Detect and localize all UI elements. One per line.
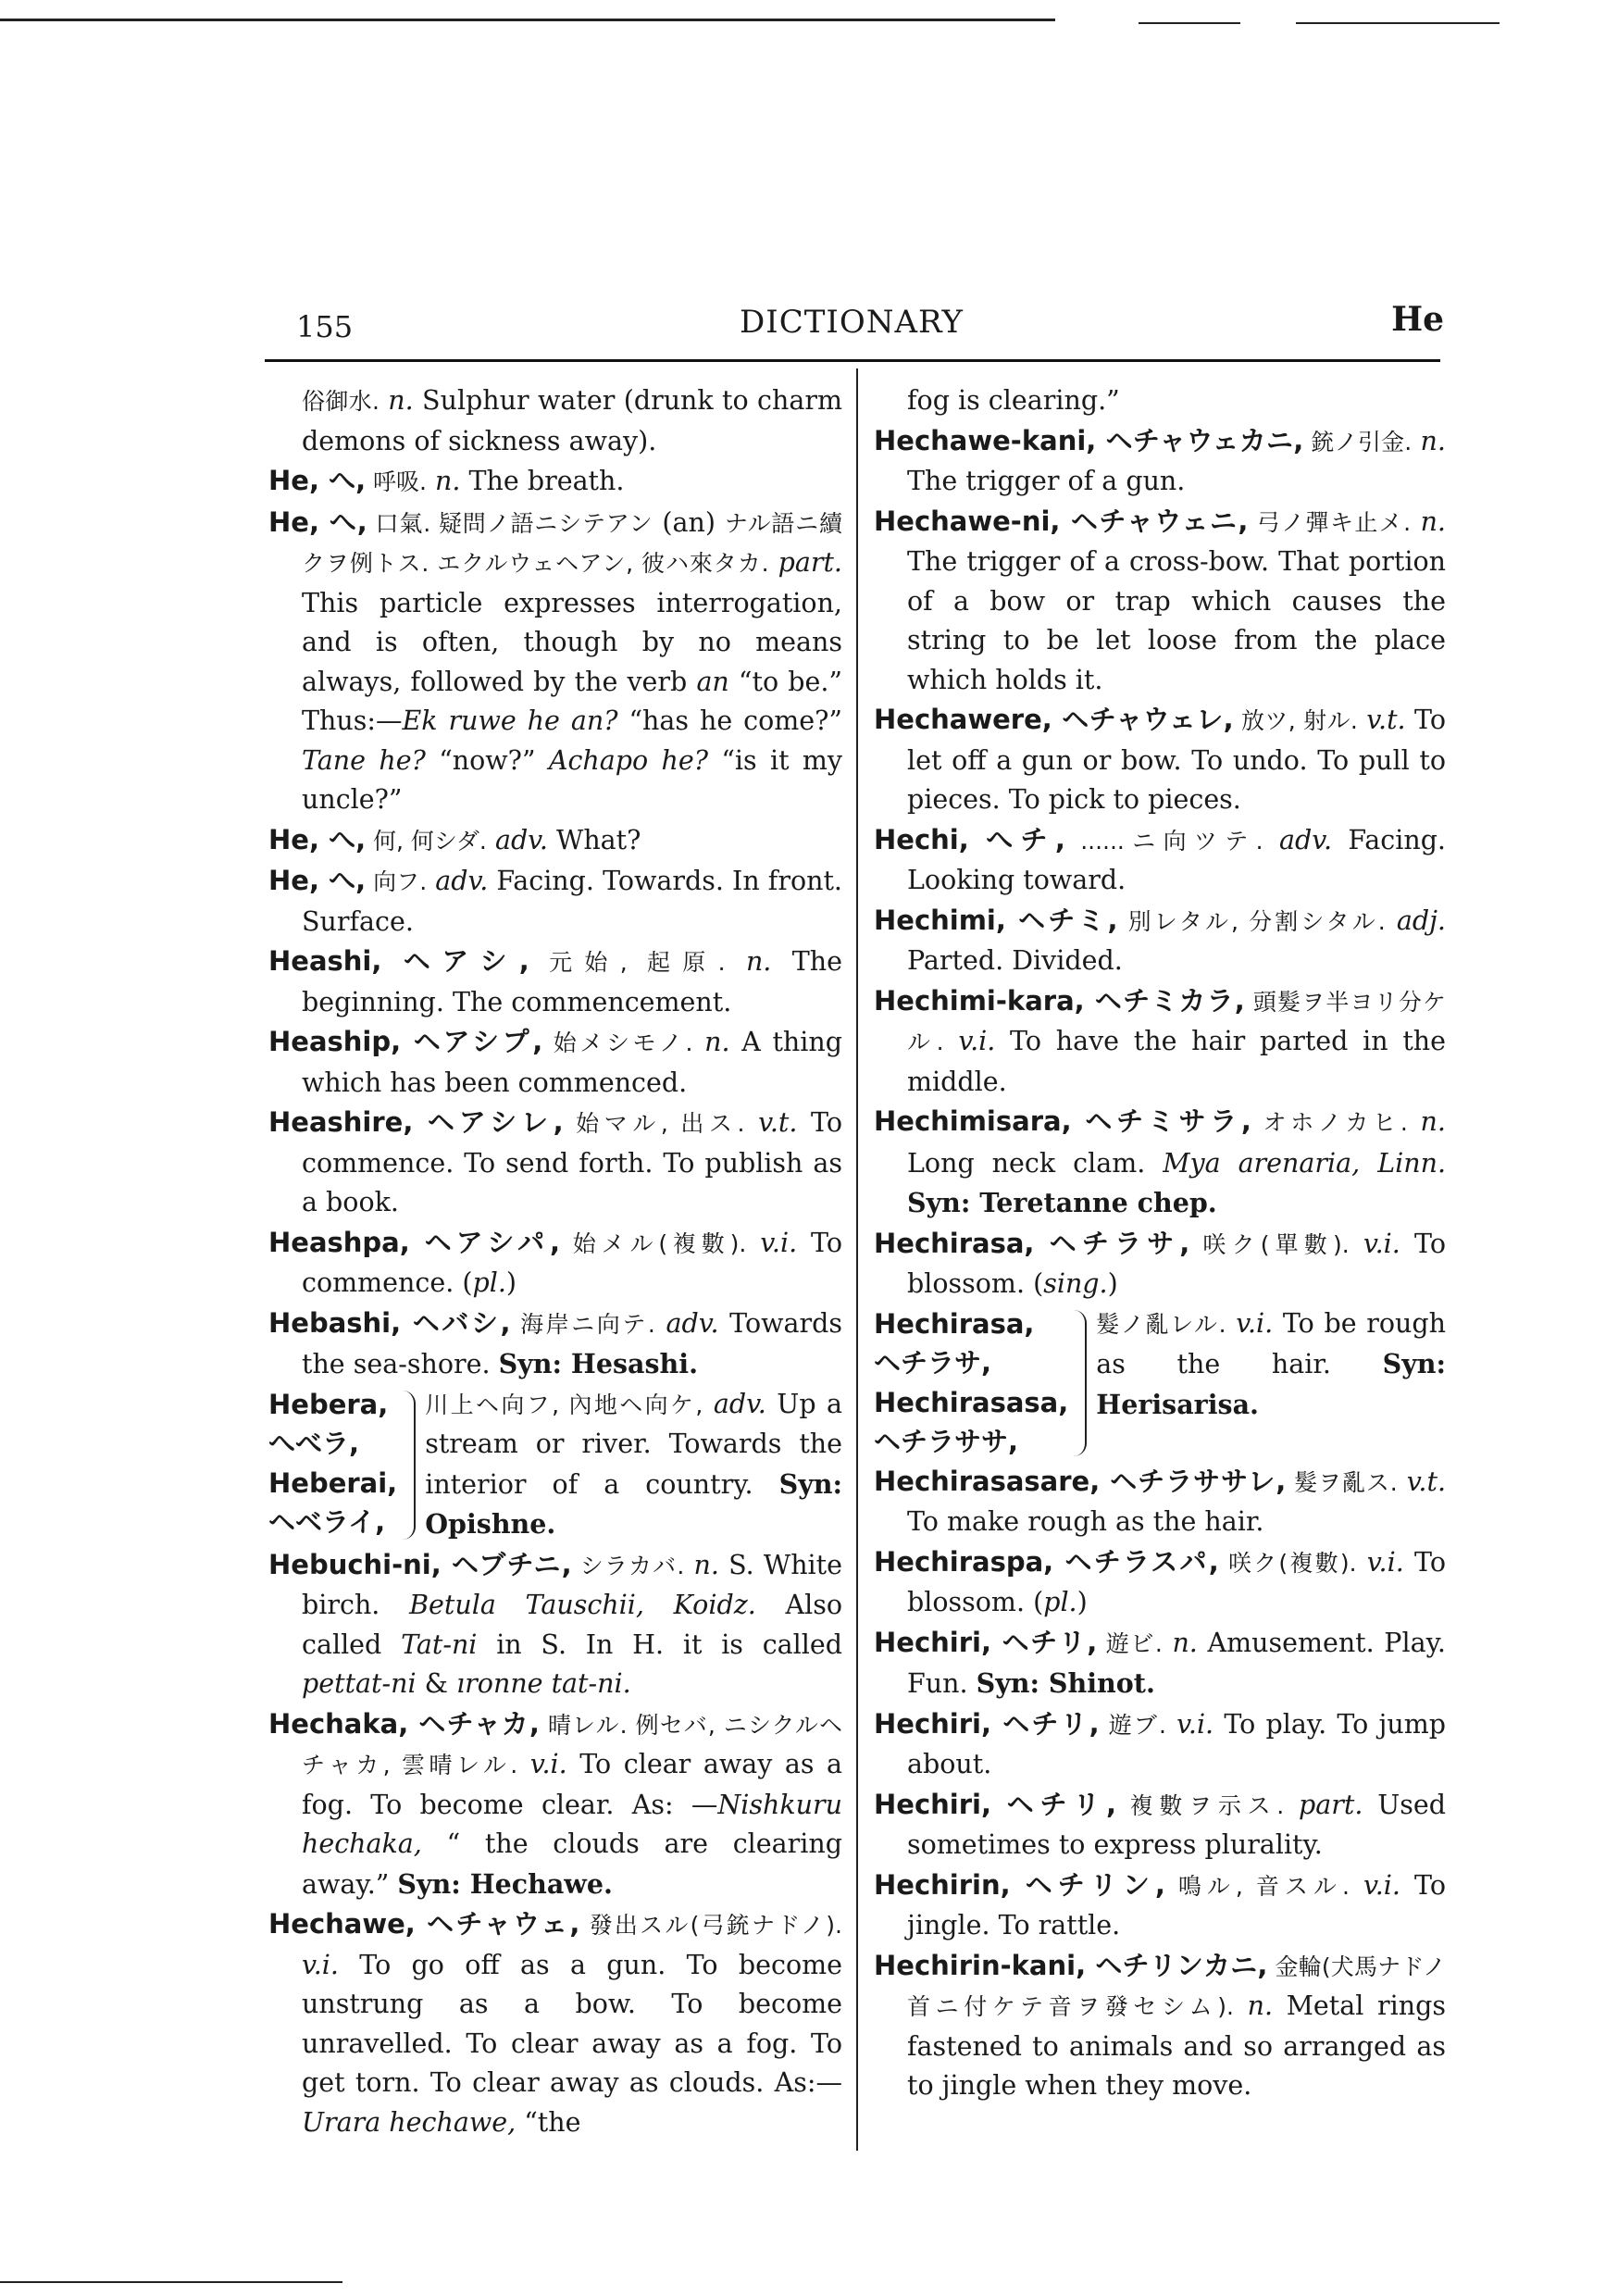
guide-word: He: [1391, 300, 1444, 339]
headword: Hechirin,: [874, 1868, 1026, 1901]
headword: Hechaka,: [268, 1707, 419, 1740]
dictionary-entry: Hechiri, ヘチリ, 遊ビ. n. Amusement. Play. Fun. Syn: Shinot.: [874, 1626, 1446, 1699]
dictionary-entry: Hechirin, ヘチリン, 鳴ル, 音スル. v.i. To jingle. To rattle.: [874, 1868, 1446, 1940]
headword: Hechimisara,: [874, 1105, 1086, 1137]
dictionary-entry: Hebuchi-ni, ヘブチニ, シラカバ. n. S. White birch. Betula Tauschii, Koidz. Also called Tat-ni in S. In H. it is called pettat-ni & ıronne tat-ni.: [268, 1548, 842, 1699]
headword: Hechimi-kara,: [874, 984, 1095, 1017]
dictionary-entry: Heaship, ヘアシプ, 始メシモノ. n. A thing which has been commenced.: [268, 1026, 842, 1098]
headword: He,: [268, 465, 330, 496]
scan-edge-line: [1139, 22, 1240, 24]
dictionary-entry: Hechaka, ヘチャカ, 晴レル. 例セバ, ニシクルヘチャカ, 雲晴レル. v.i. To clear away as a fog. To become clear. As: —Nishkuru hechaka, “ the clouds are clearing away.” Syn: Hechawe.: [268, 1707, 842, 1900]
headword: Hechawe,: [268, 1908, 428, 1940]
headword: Hechawe-kani,: [874, 424, 1106, 456]
dictionary-entry-group: Hechirasa, ヘチラサ, Hechirasasa, ヘチラササ, 髮ノ亂レル. v.i. To be rough as the hair. Syn: Herisarisa.: [874, 1304, 1446, 1462]
dictionary-entry: He, へ, 向フ. adv. Facing. Towards. In front. Surface.: [268, 865, 842, 937]
page-header: [259, 294, 1444, 350]
dictionary-entry: Hechimi, ヘチミ, 別レタル, 分割シタル. adj. Parted. Divided.: [874, 904, 1446, 976]
right-column: [874, 381, 1446, 2106]
headword: Heberai,: [268, 1466, 398, 1499]
dictionary-entry: Hechiraspa, ヘチラスパ, 咲ク(複數). v.i. To blossom. (pl.): [874, 1545, 1446, 1617]
headword: Hechawere,: [874, 704, 1063, 735]
headword: Hebashi,: [268, 1306, 413, 1339]
left-column: [268, 381, 842, 2142]
headword: Hechiri,: [874, 1788, 1007, 1820]
headword: Hechiri,: [874, 1707, 1003, 1740]
dictionary-entry: Hechawe, ヘチャウェ, 發出スル(弓銃ナドノ). v.i. To go off as a gun. To become unstrung as a bow. To become unravelled. To clear away as a fog. To get torn. To clear away as clouds. As:—Urara hechawe, “the: [268, 1908, 842, 2138]
headword: Heaship,: [268, 1026, 414, 1057]
headword: Hechiri,: [874, 1626, 1002, 1658]
header-rule: [265, 359, 1440, 362]
dictionary-entry: Hechawe-ni, ヘチャウェニ, 弓ノ彈キ止メ. n. The trigger of a cross-bow. That portion of a bow or trap which causes the string to be let loose from the place which holds it.: [874, 505, 1446, 695]
page-number: 155: [296, 309, 354, 344]
headword: Hechirasasa,: [874, 1386, 1069, 1418]
column-divider: [856, 368, 858, 2151]
headword: Hechirasa,: [874, 1307, 1035, 1340]
headword: Hechirin-kani,: [874, 1949, 1096, 1981]
dictionary-entry: Hechiri, ヘチリ, 遊ブ. v.i. To play. To jump about.: [874, 1707, 1447, 1779]
dictionary-entry: Hechirasa, ヘチラサ, 咲ク(單數). v.i. To blossom. (sing.): [874, 1227, 1446, 1299]
headword: He,: [268, 865, 330, 896]
running-title: DICTIONARY: [740, 304, 964, 341]
headword: Heashi,: [268, 945, 404, 977]
dictionary-entry: He, へ, 呼吸. n. The breath.: [268, 465, 625, 496]
dictionary-entry: fog is clearing.”: [907, 385, 1120, 416]
dictionary-entry: He, へ, 何, 何シダ. adv. What?: [268, 823, 641, 855]
dictionary-entry: Hechirin-kani, ヘチリンカニ, 金輪(犬馬ナドノ首ニ付ケテ音ヲ發セシム). n. Metal rings fastened to animals and so arranged as to jingle when they move.: [874, 1949, 1446, 2101]
scan-edge-line: [0, 2281, 342, 2283]
headword: Hechirasasare,: [874, 1465, 1111, 1497]
headword: Hechirasa,: [874, 1227, 1050, 1259]
dictionary-entry: 俗御水. n. Sulphur water (drunk to charm demons of sickness away).: [302, 385, 842, 456]
dictionary-entry: Hechimisara, ヘチミサラ, オホノカヒ. n. Long neck clam. Mya arenaria, Linn. Syn: Teretanne chep.: [874, 1105, 1446, 1218]
dictionary-entry: Hechiri, ヘチリ, 複數ヲ示ス. part. Used sometimes to express plurality.: [874, 1788, 1446, 1860]
brace: [1070, 1310, 1087, 1456]
headword: Hebera,: [268, 1388, 389, 1420]
headword: Hechi,: [874, 823, 987, 855]
dictionary-entry: Heashi, ヘアシ, 元始, 起原. n. The beginning. The commencement.: [268, 945, 842, 1017]
headword: Hechiraspa,: [874, 1545, 1065, 1578]
headword: Hechimi,: [874, 904, 1019, 936]
headword: Hebuchi-ni,: [268, 1548, 453, 1580]
brace: [399, 1391, 416, 1540]
dictionary-entry: Hebashi, ヘバシ, 海岸ニ向テ. adv. Towards the sea-shore. Syn: Hesashi.: [268, 1306, 842, 1379]
scan-edge-line: [0, 19, 1055, 21]
dictionary-entry: Heashire, ヘアシレ, 始マル, 出ス. v.t. To commence. To send forth. To publish as a book.: [268, 1106, 842, 1217]
scan-edge-line: [1296, 22, 1500, 24]
dictionary-entry: Hechawe-kani, ヘチャウェカニ, 銃ノ引金. n. The trigger of a gun.: [874, 424, 1446, 496]
dictionary-entry: Hechirasasare, ヘチラササレ, 髮ヲ亂ス. v.t. To make rough as the hair.: [874, 1465, 1447, 1537]
dictionary-entry: Hechawere, ヘチャウェレ, 放ツ, 射ル. v.t. To let off a gun or bow. To undo. To pull to pieces. To pick to pieces.: [874, 704, 1447, 815]
headword: Heashire,: [268, 1106, 429, 1138]
headword: He,: [268, 823, 330, 855]
dictionary-entry: He, へ, 口氣. 疑問ノ語ニシテアン (an) ナル語ニ續クヲ例トス. エクルウェヘアン, 彼ハ來タカ. part. This particle expresses interrogation, and is often, though by no means always, followed by the verb an “to be.” Thus:—Ek ruwe he an? “has he come?” Tane he? “now?” Achapo he? “is it my uncle?”: [268, 505, 843, 815]
dictionary-entry: Heashpa, ヘアシパ, 始メル(複數). v.i. To commence. (pl.): [268, 1226, 843, 1298]
dictionary-entry: Hechi, へチ, ......ニ向ツテ. adv. Facing. Looking toward.: [874, 823, 1446, 895]
dictionary-entry-group: Hebera, へべラ, Heberai, ヘベライ, 川上ヘ向フ, 內地ヘ向ケ, adv. Up a stream or river. Towards the interior of a country. Syn: Opishne.: [268, 1385, 842, 1545]
dictionary-entry: Hechimi-kara, ヘチミカラ, 頭髮ヲ半ヨリ分ケル. v.i. To have the hair parted in the middle.: [874, 984, 1447, 1097]
headword: Heashpa,: [268, 1226, 425, 1258]
headword: Hechawe-ni,: [874, 505, 1071, 537]
headword: He,: [268, 505, 330, 538]
